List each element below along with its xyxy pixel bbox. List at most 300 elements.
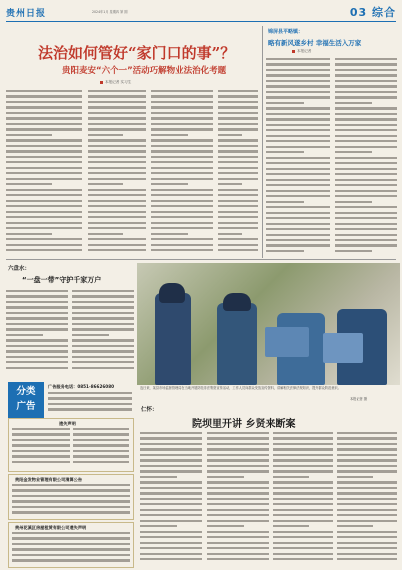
- text-line: [6, 356, 68, 358]
- text-line: [12, 537, 130, 539]
- text-line: [266, 173, 330, 175]
- text-line: [266, 80, 330, 82]
- text-line: [273, 553, 333, 555]
- text-line: [337, 487, 397, 489]
- text-line: [273, 531, 333, 533]
- text-line: [335, 223, 397, 225]
- text-line: [140, 558, 202, 560]
- lower-kicker: 六盘水：: [8, 266, 31, 272]
- text-line: [6, 183, 52, 185]
- byline-marker-icon: [100, 81, 103, 84]
- text-line: [218, 233, 242, 235]
- text-line: [6, 194, 82, 196]
- text-line: [73, 455, 129, 457]
- text-line: [273, 476, 309, 478]
- text-line: [273, 432, 333, 434]
- text-line: [335, 96, 397, 98]
- text-line: [6, 145, 82, 147]
- text-line: [273, 520, 333, 522]
- text-line: [266, 91, 330, 93]
- text-line: [12, 500, 130, 502]
- text-line: [72, 312, 134, 314]
- text-line: [218, 123, 258, 125]
- text-line: [88, 244, 146, 246]
- lead-body-column-2: [88, 90, 146, 255]
- text-line: [72, 334, 109, 336]
- text-line: [88, 216, 146, 218]
- text-line: [335, 113, 397, 115]
- text-line: [12, 495, 130, 497]
- text-line: [6, 367, 68, 369]
- text-line: [72, 367, 134, 369]
- text-line: [151, 117, 213, 119]
- text-line: [273, 536, 333, 538]
- text-line: [6, 128, 82, 130]
- text-line: [273, 542, 333, 544]
- text-line: [140, 459, 202, 461]
- text-line: [273, 454, 333, 456]
- text-line: [335, 206, 397, 208]
- text-line: [72, 361, 134, 363]
- text-line: [140, 487, 202, 489]
- text-line: [337, 547, 397, 549]
- text-line: [207, 498, 269, 500]
- text-line: [72, 350, 134, 352]
- text-line: [335, 80, 397, 82]
- ad-hotline: 广告服务电话：0851-86626080: [48, 384, 115, 389]
- text-line: [218, 178, 258, 180]
- text-line: [337, 509, 397, 511]
- text-line: [6, 361, 68, 363]
- text-line: [335, 162, 397, 164]
- text-line: [6, 222, 82, 224]
- photo-cloth: [265, 327, 309, 357]
- text-line: [88, 117, 146, 119]
- text-line: [6, 233, 52, 235]
- text-line: [266, 184, 330, 186]
- notice-body: [12, 428, 70, 468]
- text-line: [337, 481, 397, 483]
- text-line: [335, 228, 397, 230]
- text-line: [72, 356, 134, 358]
- text-line: [218, 134, 242, 136]
- ad-box: [8, 522, 134, 568]
- text-line: [335, 74, 397, 76]
- bottom-headline: 院坝里开讲 乡贤来断案: [192, 419, 296, 430]
- text-line: [218, 90, 258, 92]
- text-line: [273, 525, 309, 527]
- text-line: [151, 167, 213, 169]
- text-line: [266, 140, 330, 142]
- text-line: [335, 135, 397, 137]
- text-line: [218, 211, 258, 213]
- text-line: [335, 129, 397, 131]
- text-line: [266, 244, 330, 246]
- side-byline: 本报记者: [292, 49, 311, 54]
- text-line: [88, 178, 146, 180]
- text-line: [88, 167, 146, 169]
- text-line: [140, 509, 202, 511]
- photo-person: [159, 283, 185, 303]
- text-line: [266, 190, 330, 192]
- text-line: [140, 454, 202, 456]
- text-line: [207, 547, 269, 549]
- text-line: [218, 194, 258, 196]
- text-line: [218, 189, 258, 191]
- text-line: [337, 536, 397, 538]
- text-line: [6, 249, 82, 251]
- text-line: [151, 134, 188, 136]
- text-line: [6, 156, 82, 158]
- text-line: [273, 465, 333, 467]
- text-line: [218, 112, 258, 114]
- text-line: [337, 531, 397, 533]
- text-line: [73, 433, 129, 435]
- text-line: [218, 139, 258, 141]
- text-line: [337, 432, 397, 434]
- lead-headline: 法治如何管好“家门口的事”？: [38, 44, 236, 62]
- text-line: [218, 205, 258, 207]
- text-line: [72, 306, 134, 308]
- text-line: [88, 156, 146, 158]
- newspaper-logo: 贵州日报: [6, 9, 47, 19]
- lower-body-column-1: [6, 290, 68, 376]
- notice-body: [12, 532, 130, 565]
- text-line: [273, 498, 333, 500]
- text-line: [6, 123, 82, 125]
- text-line: [266, 63, 330, 65]
- text-line: [273, 558, 333, 560]
- text-line: [218, 161, 258, 163]
- text-line: [88, 189, 146, 191]
- text-line: [6, 106, 82, 108]
- text-line: [140, 520, 202, 522]
- notice-title: 遗失声明: [59, 421, 76, 426]
- ad-intro-text: [48, 392, 132, 414]
- text-line: [88, 134, 123, 136]
- text-line: [207, 542, 269, 544]
- text-line: [266, 250, 304, 252]
- text-line: [151, 161, 213, 163]
- text-line: [12, 489, 130, 491]
- text-line: [6, 95, 82, 97]
- text-line: [72, 290, 134, 292]
- side-body-column-2: [335, 58, 397, 258]
- text-line: [266, 206, 330, 208]
- text-line: [218, 200, 258, 202]
- photo-person: [217, 303, 257, 385]
- text-line: [266, 135, 330, 137]
- notice-title: 贵州花溪区房屋租赁有限公司遗失声明: [15, 525, 87, 530]
- text-line: [337, 525, 373, 527]
- text-line: [207, 553, 269, 555]
- text-line: [266, 195, 330, 197]
- text-line: [151, 112, 213, 114]
- text-line: [335, 157, 397, 159]
- text-line: [6, 139, 82, 141]
- text-line: [88, 145, 146, 147]
- text-line: [335, 91, 397, 93]
- text-line: [266, 201, 304, 203]
- text-line: [88, 194, 146, 196]
- text-line: [12, 548, 130, 550]
- text-line: [88, 123, 146, 125]
- text-line: [12, 554, 130, 556]
- lower-headline: “一盘一带”守护千家万户: [22, 276, 102, 284]
- text-line: [151, 205, 213, 207]
- text-line: [6, 189, 82, 191]
- text-line: [6, 244, 82, 246]
- text-line: [335, 140, 397, 142]
- text-line: [207, 437, 269, 439]
- text-line: [207, 525, 244, 527]
- text-line: [12, 484, 130, 486]
- text-line: [88, 249, 146, 251]
- text-line: [48, 397, 132, 399]
- text-line: [12, 559, 130, 561]
- text-line: [88, 106, 146, 108]
- text-line: [266, 69, 330, 71]
- text-line: [337, 553, 397, 555]
- text-line: [266, 217, 330, 219]
- text-line: [140, 542, 202, 544]
- text-line: [207, 487, 269, 489]
- text-line: [88, 211, 146, 213]
- text-line: [337, 448, 397, 450]
- text-line: [140, 492, 202, 494]
- text-line: [140, 547, 202, 549]
- bottom-body-column-2: [207, 432, 269, 564]
- text-line: [207, 503, 269, 505]
- classifieds-label: 分类 广告: [8, 382, 44, 418]
- text-line: [88, 200, 146, 202]
- text-line: [218, 249, 258, 251]
- bottom-body-column-4: [337, 432, 397, 564]
- text-line: [337, 503, 397, 505]
- text-line: [151, 156, 213, 158]
- text-line: [72, 295, 134, 297]
- text-line: [140, 448, 202, 450]
- text-line: [140, 514, 202, 516]
- text-line: [6, 306, 68, 308]
- side-kicker: 锦屏县平略镇：: [268, 29, 304, 35]
- column-divider: [262, 26, 263, 258]
- text-line: [12, 444, 70, 446]
- text-line: [218, 106, 258, 108]
- text-line: [335, 85, 397, 87]
- text-line: [335, 250, 372, 252]
- text-line: [218, 145, 258, 147]
- text-line: [6, 334, 43, 336]
- text-line: [72, 339, 134, 341]
- text-line: [88, 227, 146, 229]
- text-line: [335, 234, 397, 236]
- text-line: [151, 90, 213, 92]
- text-line: [140, 432, 202, 434]
- text-line: [12, 433, 70, 435]
- text-line: [207, 465, 269, 467]
- photo-caption: 连日来，某县市场监督管理局在当地开展防范非法集资宣传活动，工作人员向群众发放宣传资料，讲解相关法律法规知识，提升群众防范意识。: [140, 386, 341, 390]
- text-line: [140, 553, 202, 555]
- bottom-body-column-3: [273, 432, 333, 564]
- text-line: [266, 124, 330, 126]
- text-line: [266, 151, 304, 153]
- text-line: [266, 223, 330, 225]
- text-line: [335, 58, 397, 60]
- text-line: [73, 439, 129, 441]
- text-line: [88, 90, 146, 92]
- text-line: [207, 432, 269, 434]
- text-line: [6, 117, 82, 119]
- text-line: [6, 350, 68, 352]
- text-line: [151, 172, 213, 174]
- text-line: [140, 531, 202, 533]
- text-line: [266, 96, 330, 98]
- text-line: [73, 461, 129, 463]
- text-line: [140, 476, 177, 478]
- text-line: [151, 178, 213, 180]
- text-line: [12, 450, 70, 452]
- text-line: [151, 123, 213, 125]
- text-line: [88, 238, 146, 240]
- text-line: [12, 506, 130, 508]
- text-line: [218, 183, 242, 185]
- text-line: [12, 532, 130, 534]
- text-line: [6, 339, 68, 341]
- notice-body: [73, 428, 129, 468]
- lower-body-column-2: [72, 290, 134, 376]
- text-line: [207, 509, 269, 511]
- text-line: [273, 459, 333, 461]
- text-line: [266, 179, 330, 181]
- text-line: [337, 459, 397, 461]
- text-line: [6, 238, 82, 240]
- text-line: [218, 172, 258, 174]
- text-line: [337, 470, 397, 472]
- text-line: [6, 112, 82, 114]
- text-line: [72, 328, 134, 330]
- text-line: [88, 233, 123, 235]
- text-line: [335, 173, 397, 175]
- text-line: [218, 227, 258, 229]
- text-line: [207, 443, 269, 445]
- text-line: [335, 63, 397, 65]
- text-line: [335, 118, 397, 120]
- text-line: [88, 150, 146, 152]
- lead-body-column-1: [6, 90, 82, 255]
- text-line: [335, 244, 397, 246]
- text-line: [207, 470, 269, 472]
- text-line: [273, 443, 333, 445]
- text-line: [12, 439, 70, 441]
- text-line: [6, 90, 82, 92]
- text-line: [72, 323, 134, 325]
- bottom-kicker: 仁怀：: [141, 407, 158, 413]
- text-line: [151, 139, 213, 141]
- text-line: [218, 156, 258, 158]
- text-line: [151, 106, 213, 108]
- text-line: [218, 238, 258, 240]
- lead-subhead: 贵阳麦安“六个一”活动巧解物业法治化考题: [62, 66, 227, 76]
- text-line: [273, 514, 333, 516]
- text-line: [12, 455, 70, 457]
- text-line: [337, 437, 397, 439]
- text-line: [151, 101, 213, 103]
- text-line: [273, 503, 333, 505]
- text-line: [266, 85, 330, 87]
- text-line: [335, 124, 397, 126]
- text-line: [88, 161, 146, 163]
- text-line: [266, 162, 330, 164]
- text-line: [337, 476, 373, 478]
- text-line: [140, 465, 202, 467]
- text-line: [207, 492, 269, 494]
- text-line: [140, 437, 202, 439]
- text-line: [140, 525, 177, 527]
- text-line: [6, 317, 68, 319]
- text-line: [218, 222, 258, 224]
- text-line: [151, 128, 213, 130]
- text-line: [88, 222, 146, 224]
- masthead-rule: [6, 21, 396, 22]
- text-line: [273, 509, 333, 511]
- text-line: [88, 183, 123, 185]
- text-line: [337, 443, 397, 445]
- text-line: [266, 168, 330, 170]
- text-line: [88, 139, 146, 141]
- text-line: [151, 200, 213, 202]
- text-line: [73, 450, 129, 452]
- text-line: [335, 102, 372, 104]
- text-line: [273, 492, 333, 494]
- byline-marker-icon: [292, 50, 295, 53]
- text-line: [337, 492, 397, 494]
- text-line: [218, 95, 258, 97]
- text-line: [6, 134, 52, 136]
- text-line: [6, 172, 82, 174]
- text-line: [88, 101, 146, 103]
- issue-meta: 2024年1月 星期四 第 期: [92, 10, 128, 14]
- photo-person: [223, 293, 251, 311]
- text-line: [151, 227, 213, 229]
- text-line: [335, 212, 397, 214]
- text-line: [266, 58, 330, 60]
- text-line: [140, 470, 202, 472]
- lead-byline: 本报记者 实习生: [100, 80, 131, 85]
- text-line: [73, 428, 129, 430]
- text-line: [335, 69, 397, 71]
- text-line: [266, 146, 330, 148]
- text-line: [48, 408, 132, 410]
- text-line: [6, 216, 82, 218]
- text-line: [335, 151, 372, 153]
- text-line: [207, 536, 269, 538]
- text-line: [207, 558, 269, 560]
- text-line: [218, 128, 258, 130]
- text-line: [6, 150, 82, 152]
- text-line: [151, 249, 213, 251]
- text-line: [207, 520, 269, 522]
- text-line: [207, 454, 269, 456]
- text-line: [266, 239, 330, 241]
- text-line: [6, 167, 82, 169]
- text-line: [6, 200, 82, 202]
- text-line: [72, 345, 134, 347]
- text-line: [6, 178, 82, 180]
- text-line: [140, 481, 202, 483]
- text-line: [72, 301, 134, 303]
- notice-title: 贵阳金发物业管理有限公司清算公告: [15, 477, 83, 482]
